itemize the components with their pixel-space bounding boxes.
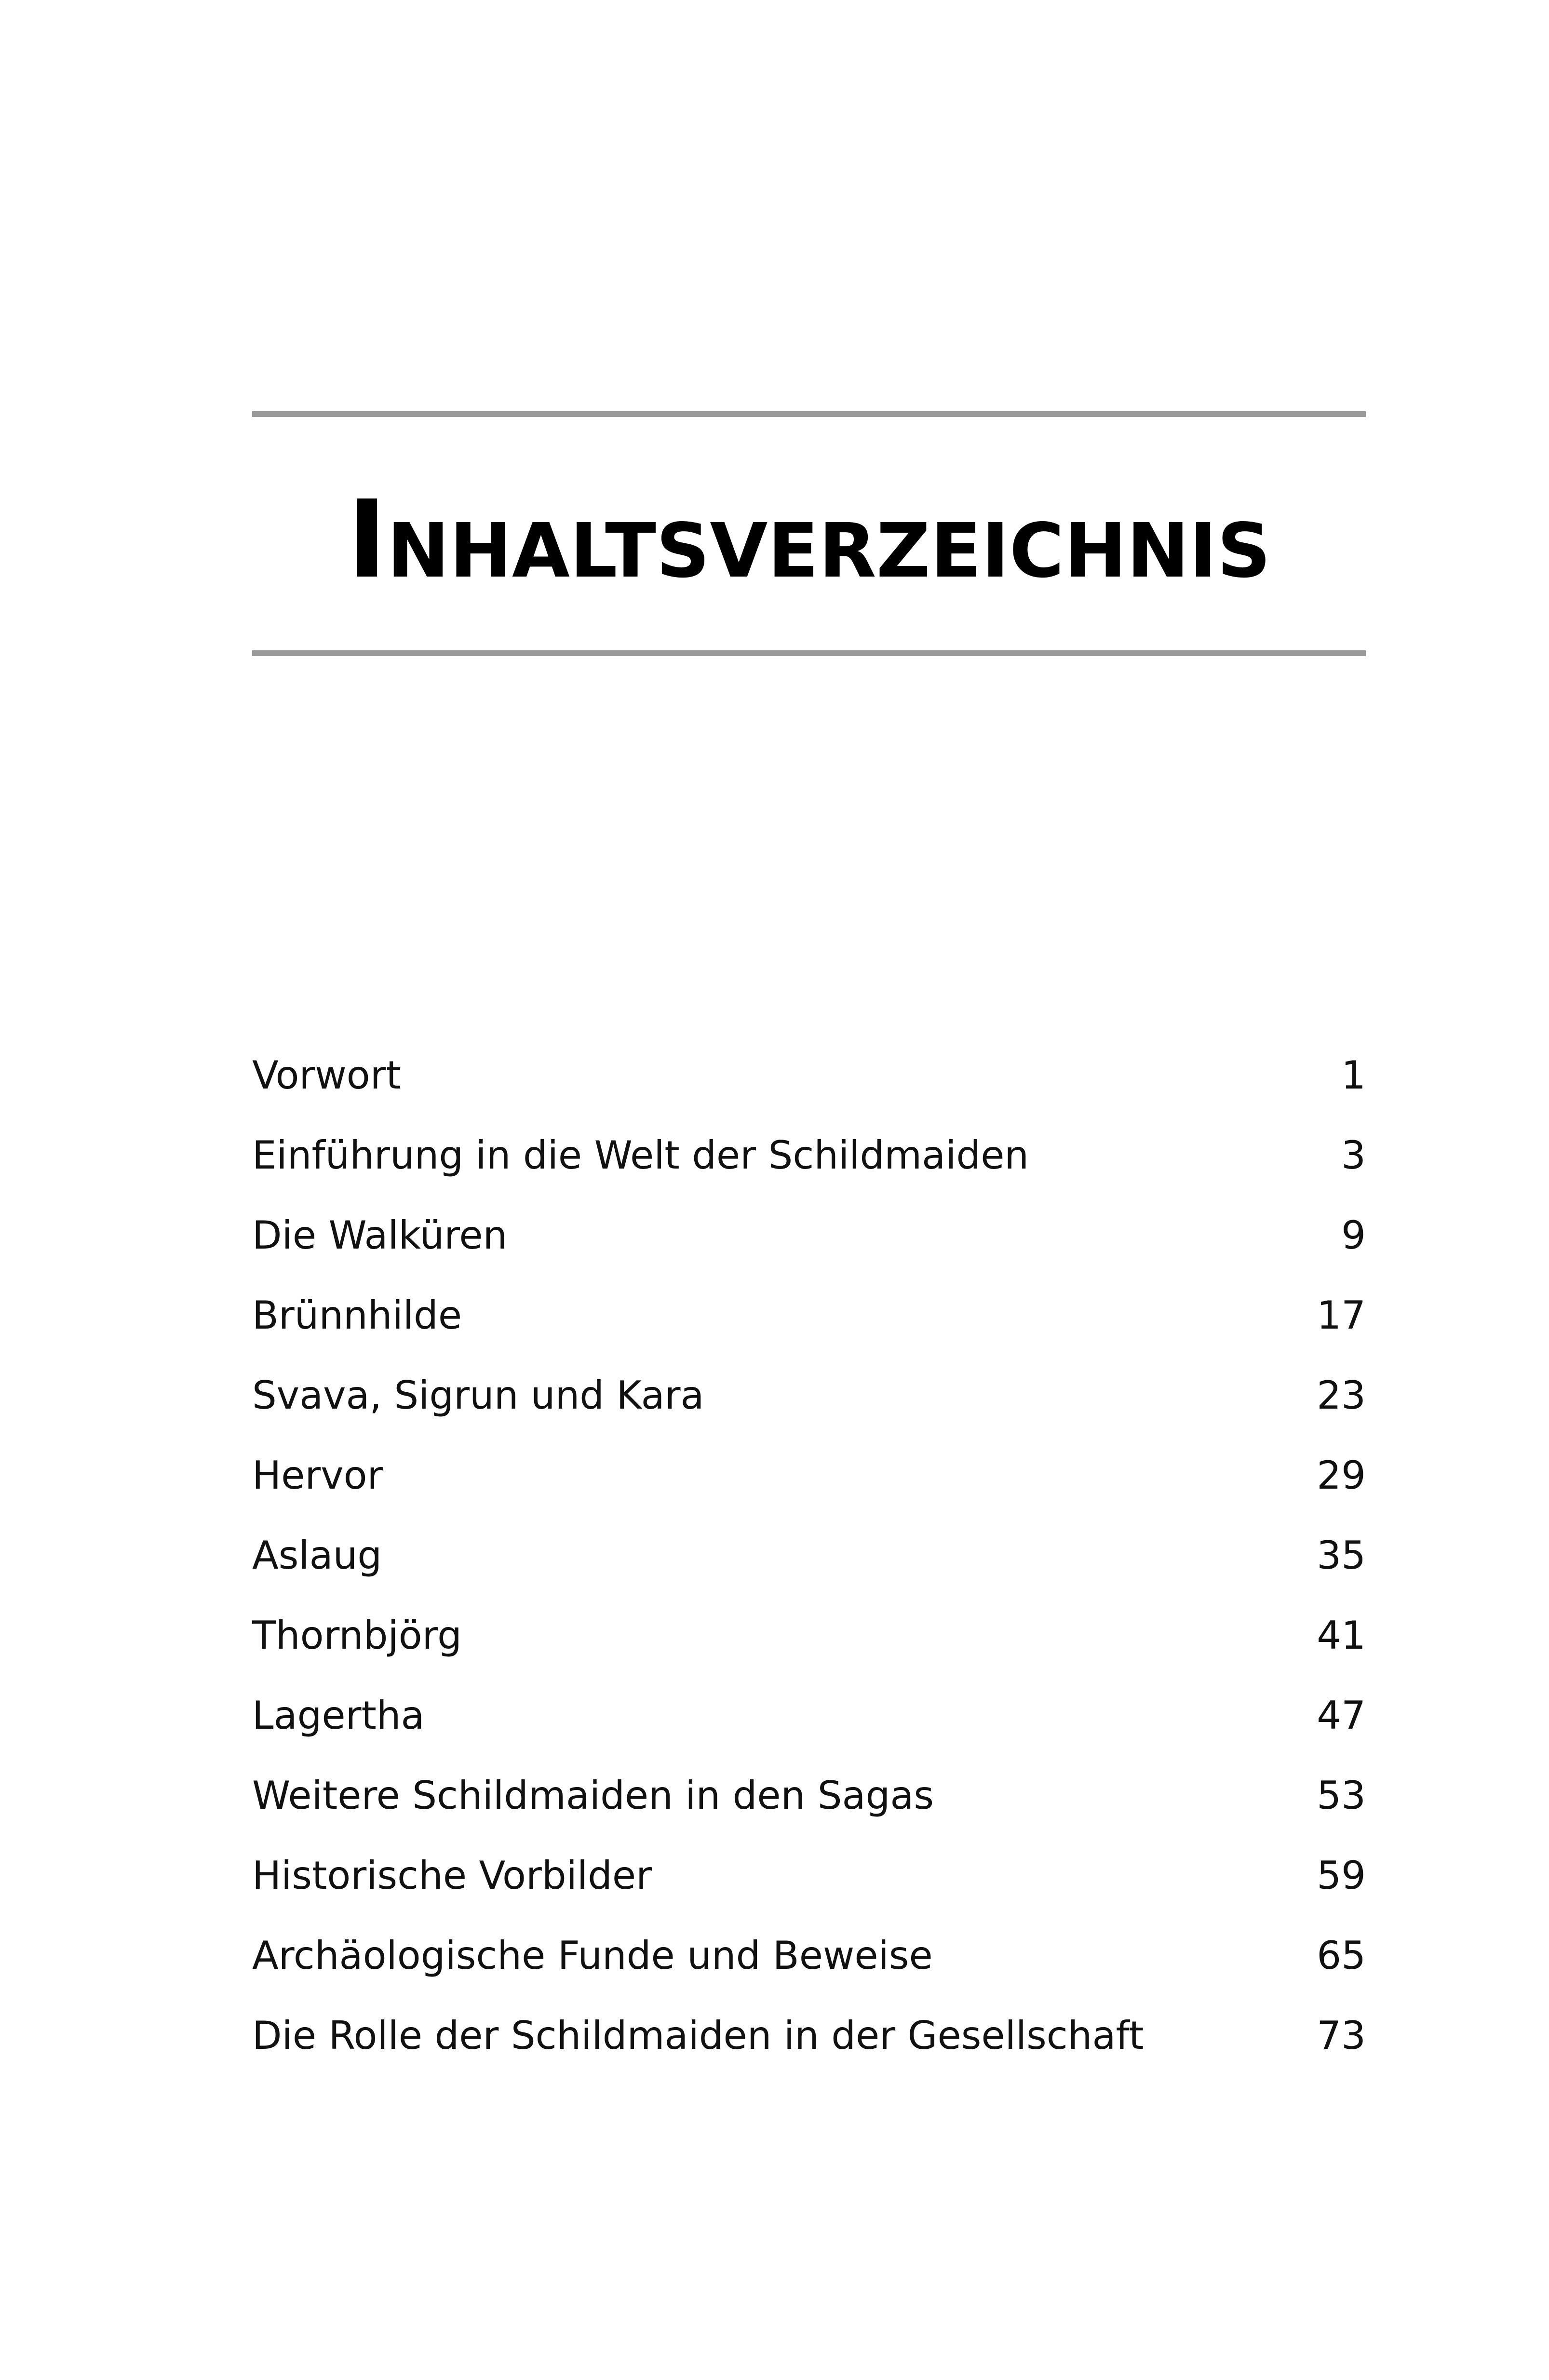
- table-of-contents: [252, 1035, 1366, 2076]
- toc-entry: [252, 1596, 1366, 1676]
- toc-entry-title: Thornbjörg: [252, 1613, 462, 1658]
- toc-entry: [252, 1996, 1366, 2076]
- toc-entry-page: 53: [1317, 1773, 1366, 1818]
- toc-entry-page: 73: [1317, 2013, 1366, 2058]
- toc-entry-title: Hervor: [252, 1453, 383, 1498]
- toc-entry: [252, 1276, 1366, 1356]
- toc-entry-title: Svava, Sigrun und Kara: [252, 1373, 704, 1418]
- toc-entry-page: 1: [1341, 1053, 1366, 1098]
- toc-entry-page: 3: [1341, 1133, 1366, 1178]
- toc-entry: [252, 1836, 1366, 1916]
- toc-entry-title: Die Rolle der Schildmaiden in der Gesellschaft: [252, 2013, 1144, 2058]
- toc-entry: [252, 1116, 1366, 1196]
- toc-entry-title: Die Walküren: [252, 1213, 508, 1258]
- toc-entry-page: 23: [1317, 1373, 1366, 1418]
- toc-entry-page: 65: [1317, 1933, 1366, 1978]
- toc-entry-page: 17: [1317, 1293, 1366, 1338]
- toc-entry: [252, 1916, 1366, 1996]
- toc-entry-title: Historische Vorbilder: [252, 1853, 652, 1898]
- toc-entry-page: 47: [1317, 1693, 1366, 1738]
- toc-entry: [252, 1756, 1366, 1836]
- toc-entry-page: 29: [1317, 1453, 1366, 1498]
- toc-entry: [252, 1356, 1366, 1436]
- toc-entry: [252, 1035, 1366, 1116]
- toc-entry: [252, 1516, 1366, 1596]
- toc-entry-title: Archäologische Funde und Beweise: [252, 1933, 933, 1978]
- toc-entry-page: 41: [1317, 1613, 1366, 1658]
- toc-entry-page: 9: [1341, 1213, 1366, 1258]
- toc-entry-title: Einführung in die Welt der Schildmaiden: [252, 1133, 1029, 1178]
- toc-entry-title: Aslaug: [252, 1533, 382, 1578]
- toc-entry-page: 59: [1317, 1853, 1366, 1898]
- toc-entry: [252, 1436, 1366, 1516]
- toc-entry-page: 35: [1317, 1533, 1366, 1578]
- page-title: Inhaltsverzeichnis: [347, 478, 1271, 602]
- top-divider: [252, 411, 1366, 417]
- toc-entry-title: Lagertha: [252, 1693, 425, 1738]
- toc-entry-title: Vorwort: [252, 1053, 401, 1098]
- toc-entry: [252, 1196, 1366, 1276]
- toc-entry-title: Weitere Schildmaiden in den Sagas: [252, 1773, 934, 1818]
- toc-entry-title: Brünnhilde: [252, 1293, 462, 1338]
- bottom-divider: [252, 650, 1366, 656]
- toc-entry: [252, 1676, 1366, 1756]
